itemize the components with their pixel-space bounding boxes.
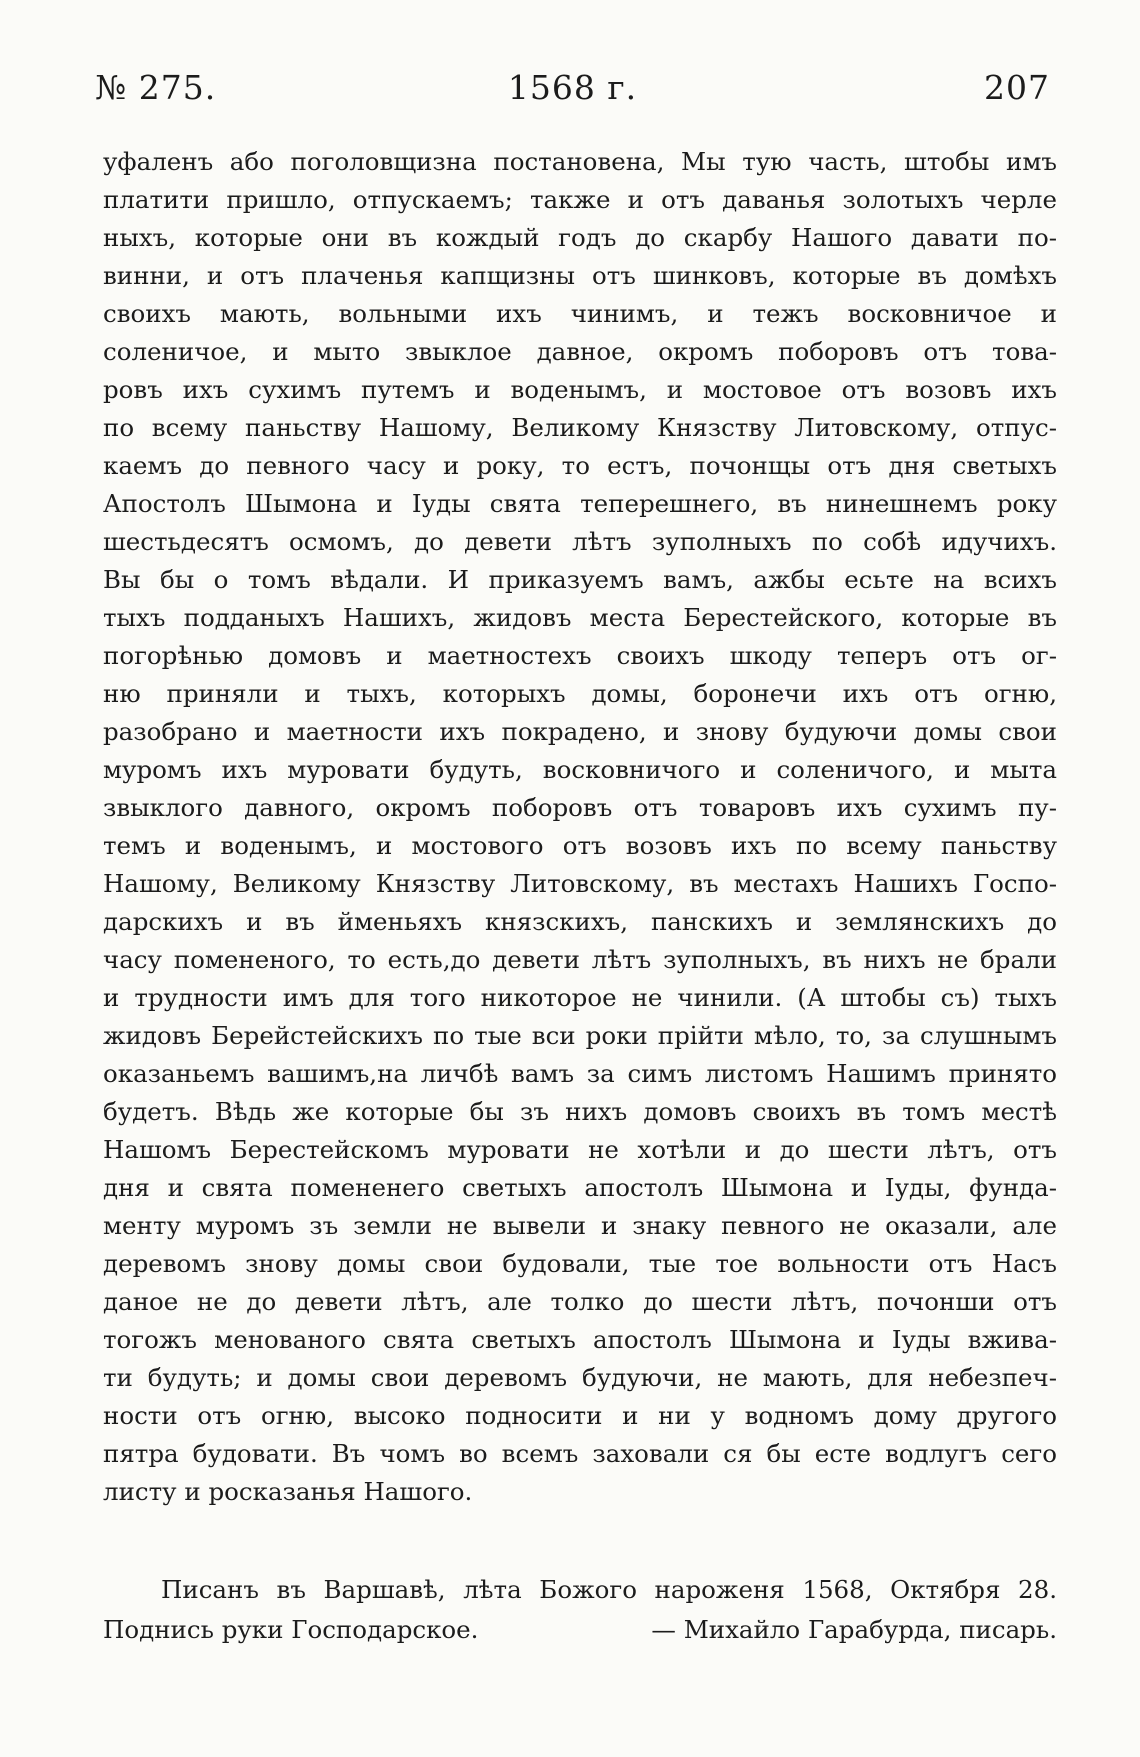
text-line: уфаленъ або поголовщизна постановена, Мы тую часть, штобы имъ [103, 147, 1057, 176]
document-number: № 275. [95, 68, 217, 107]
text-line: ровъ ихъ сухимъ путемъ и воденымъ, и мостовое отъ возовъ ихъ [103, 375, 1057, 404]
text-line: Нашомъ Берестейскомъ муровати не хотѣли и до шести лѣтъ, отъ [103, 1135, 1057, 1164]
text-line: соленичое, и мыто звыклое давное, окромъ поборовъ отъ това- [103, 337, 1057, 366]
text-line: Вы бы о томъ вѣдали. И приказуемъ вамъ, ажбы есьте на всихъ [103, 565, 1057, 594]
text-line: листу и росказанья Нашого. [103, 1477, 473, 1506]
signature-line [103, 1610, 1057, 1650]
body-text [103, 143, 1057, 1511]
document-year: 1568 г. [507, 68, 638, 107]
text-line: шестьдесятъ осмомъ, до девети лѣтъ зуполныхъ по собѣ идучихъ. [103, 527, 1057, 556]
text-line: даное не до девети лѣтъ, але толко до шести лѣтъ, почонши отъ [103, 1287, 1057, 1316]
text-line: своихъ мають, вольными ихъ чинимъ, и тежъ восковничое и [103, 299, 1057, 328]
text-line: и трудности имъ для того никоторое не чинили. (А штобы съ) тыхъ [103, 983, 1057, 1012]
text-line: жидовъ Берейстейскихъ по тые вси роки прійти мѣло, то, за слушнымъ [103, 1021, 1057, 1050]
dateline: Писанъ въ Варшавѣ, лѣта Божого нароженя 1568, Октября 28. [161, 1575, 1057, 1604]
text-line: часу помененого, то есть,до девети лѣтъ зуполныхъ, въ нихъ не брали [103, 945, 1057, 974]
text-line: ности отъ огню, высоко подносити и ни у водномъ дому другого [103, 1401, 1057, 1430]
text-line: деревомъ знову домы свои будовали, тые тое вольности отъ Насъ [103, 1249, 1057, 1278]
text-line: Нашому, Великому Князству Литовскому, въ местахъ Нашихъ Госпо- [103, 869, 1057, 898]
text-line: каемъ до певного часу и року, то естъ, почонщы отъ дня светыхъ [103, 451, 1057, 480]
page-header [95, 68, 1050, 116]
text-line: дня и свята помененего светыхъ апостолъ Шымона и Іуды, фунда- [103, 1173, 1057, 1202]
text-line: разобрано и маетности ихъ покрадено, и знову будуючи домы свои [103, 717, 1057, 746]
text-line: ню приняли и тыхъ, которыхъ домы, боронечи ихъ отъ огню, [103, 679, 1057, 708]
text-line: по всему паньству Нашому, Великому Князству Литовскому, отпус- [103, 413, 1057, 442]
text-line: оказаньемъ вашимъ,на личбѣ вамъ за симъ листомъ Нашимъ принято [103, 1059, 1057, 1088]
text-line: погорѣнью домовъ и маетностехъ своихъ шкоду теперъ отъ ог- [103, 641, 1057, 670]
text-line: Апостолъ Шымона и Іуды свята теперешнего, въ нинешнемъ року [103, 489, 1057, 518]
text-line: пятра будовати. Въ чомъ во всемъ заховали ся бы есте водлугъ сего [103, 1439, 1057, 1468]
text-line: менту муромъ зъ земли не вывели и знаку певного не оказали, але [103, 1211, 1057, 1240]
page-number: 207 [984, 68, 1050, 107]
text-line: ти будуть; и домы свои деревомъ будуючи, не мають, для небезпеч- [103, 1363, 1057, 1392]
signatory: — Михайло Гарабурда, писарь. [651, 1615, 1057, 1644]
text-line: платити пришло, отпускаемъ; также и отъ даванья золотыхъ черле [103, 185, 1057, 214]
document-footer [103, 1570, 1057, 1650]
text-line: винни, и отъ плаченья капщизны отъ шинковъ, которые въ домѣхъ [103, 261, 1057, 290]
text-line: темъ и воденымъ, и мостового отъ возовъ ихъ по всему паньству [103, 831, 1057, 860]
text-line: дарскихъ и въ йменьяхъ князскихъ, панскихъ и землянскихъ до [103, 907, 1057, 936]
text-line: звыклого давного, окромъ поборовъ отъ товаровъ ихъ сухимъ пу- [103, 793, 1057, 822]
signature-note: Поднись руки Господарское. [103, 1615, 479, 1644]
text-line: будетъ. Вѣдь же которые бы зъ нихъ домовъ своихъ въ томъ местѣ [103, 1097, 1057, 1126]
text-line: тогожъ менованого свята светыхъ апостолъ Шымона и Іуды вжива- [103, 1325, 1057, 1354]
text-line: тыхъ подданыхъ Нашихъ, жидовъ места Берестейского, которые въ [103, 603, 1057, 632]
text-line: муромъ ихъ муровати будуть, восковничого и соленичого, и мыта [103, 755, 1057, 784]
text-line: ныхъ, которые они въ кождый годъ до скарбу Нашого давати по- [103, 223, 1057, 252]
